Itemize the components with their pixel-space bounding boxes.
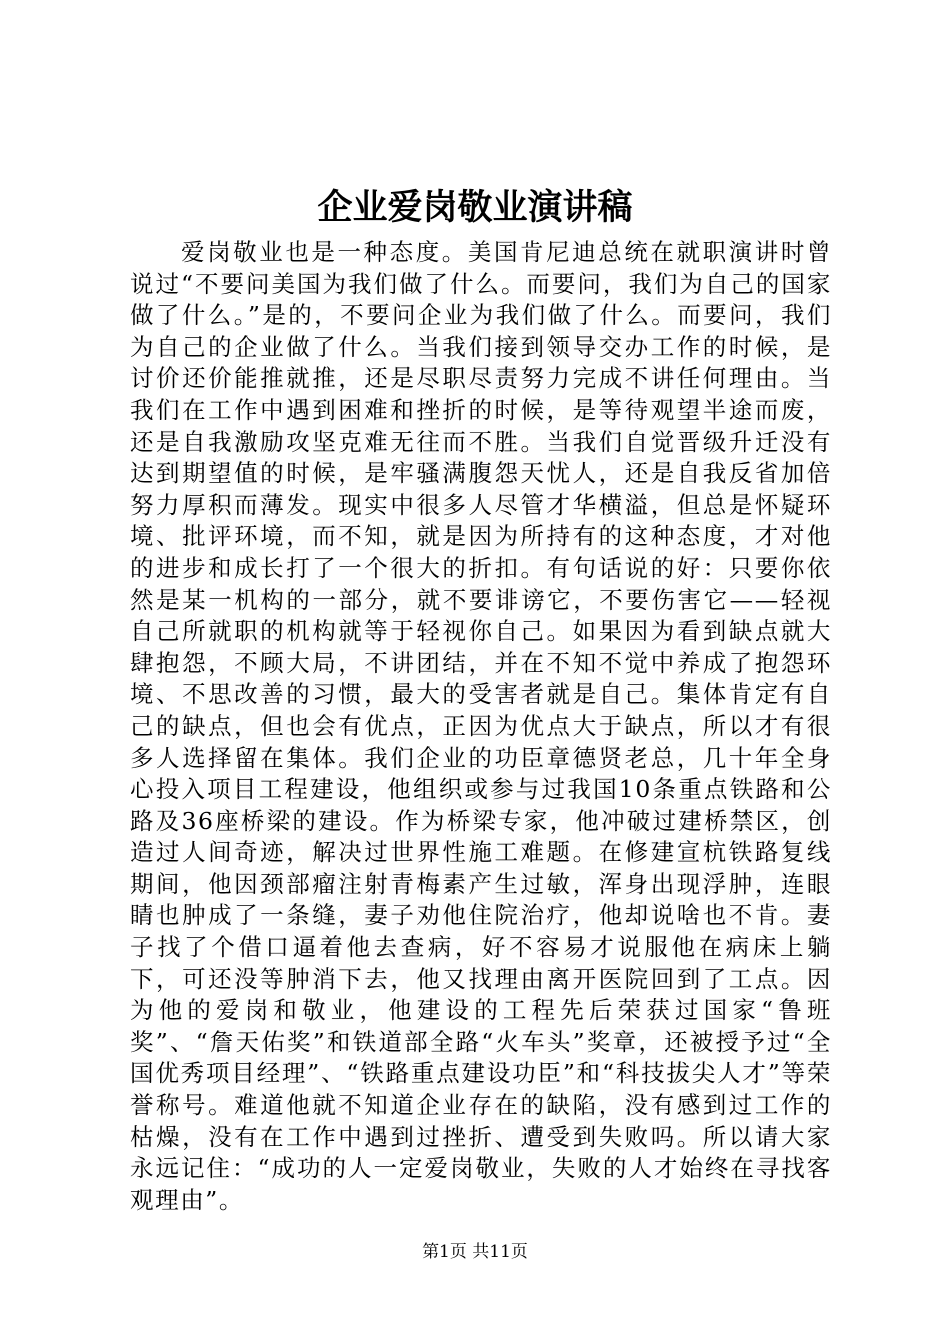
page-number-footer: 第1页 共11页 bbox=[422, 1242, 528, 1262]
document-title: 企业爱岗敬业演讲稿 bbox=[317, 187, 633, 228]
body-paragraph: 爱岗敬业也是一种态度。美国肯尼迪总统在就职演讲时曾说过“不要问美国为我们做了什么。而要问，我们为自己的国家做了什么。”是的，不要问企业为我们做了什么。而要问，我们为自己的企业做了什么。当我们接到领导交办工作的时候，是讨价还价能推就推，还是尽职尽责努力完成不讲任何理由。当我们在工作中遇到困难和挫折的时候，是等待观望半途而废，还是自我激励攻坚克难无往而不胜。当我们自觉晋级升迁没有达到期望值的时候，是牢骚满腹怨天忧人，还是自我反省加倍努力厚积而薄发。现实中很多人尽管才华横溢，但总是怀疑环境、批评环境，而不知，就是因为所持有的这种态度，才对他的进步和成长打了一个很大的折扣。有句话说的好：只要你依然是某一机构的一部分，就不要诽谤它，不要伤害它——轻视自己所就职的机构就等于轻视你自己。如果因为看到缺点就大肆抱怨，不顾大局，不讲团结，并在不知不觉中养成了抱怨环境、不思改善的习惯，最大的受害者就是自己。集体肯定有自己的缺点，但也会有优点，正因为优点大于缺点，所以才有很多人选择留在集体。我们企业的功臣章德贤老总，几十年全身心投入项目工程建设，他组织或参与过我国10条重点铁路和公路及36座桥梁的建设。作为桥梁专家，他冲破过建桥禁区，创造过人间奇迹，解决过世界性施工难题。在修建宣杭铁路复线期间，他因颈部瘤注射青梅素产生过敏，浑身出现浮肿，连眼睛也肿成了一条缝，妻子劝他住院治疗，他却说啥也不肯。妻子找了个借口逼着他去查病，好不容易才说服他在病床上躺下，可还没等肿消下去，他又找理由离开医院回到了工点。因为他的爱岗和敬业，他建设的工程先后荣获过国家“鲁班奖”、“詹天佑奖”和铁道部全路“火车头”奖章，还被授予过“全国优秀项目经理”、“铁路重点建设功臣”和“科技拔尖人才”等荣誉称号。难道他就不知道企业存在的缺陷，没有感到过工作的枯燥，没有在工作中遇到过挫折、遭受到失败吗。所以请大家永远记住：“成功的人一定爱岗敬业，失败的人才始终在寻找客观理由”。 bbox=[130, 238, 832, 1214]
